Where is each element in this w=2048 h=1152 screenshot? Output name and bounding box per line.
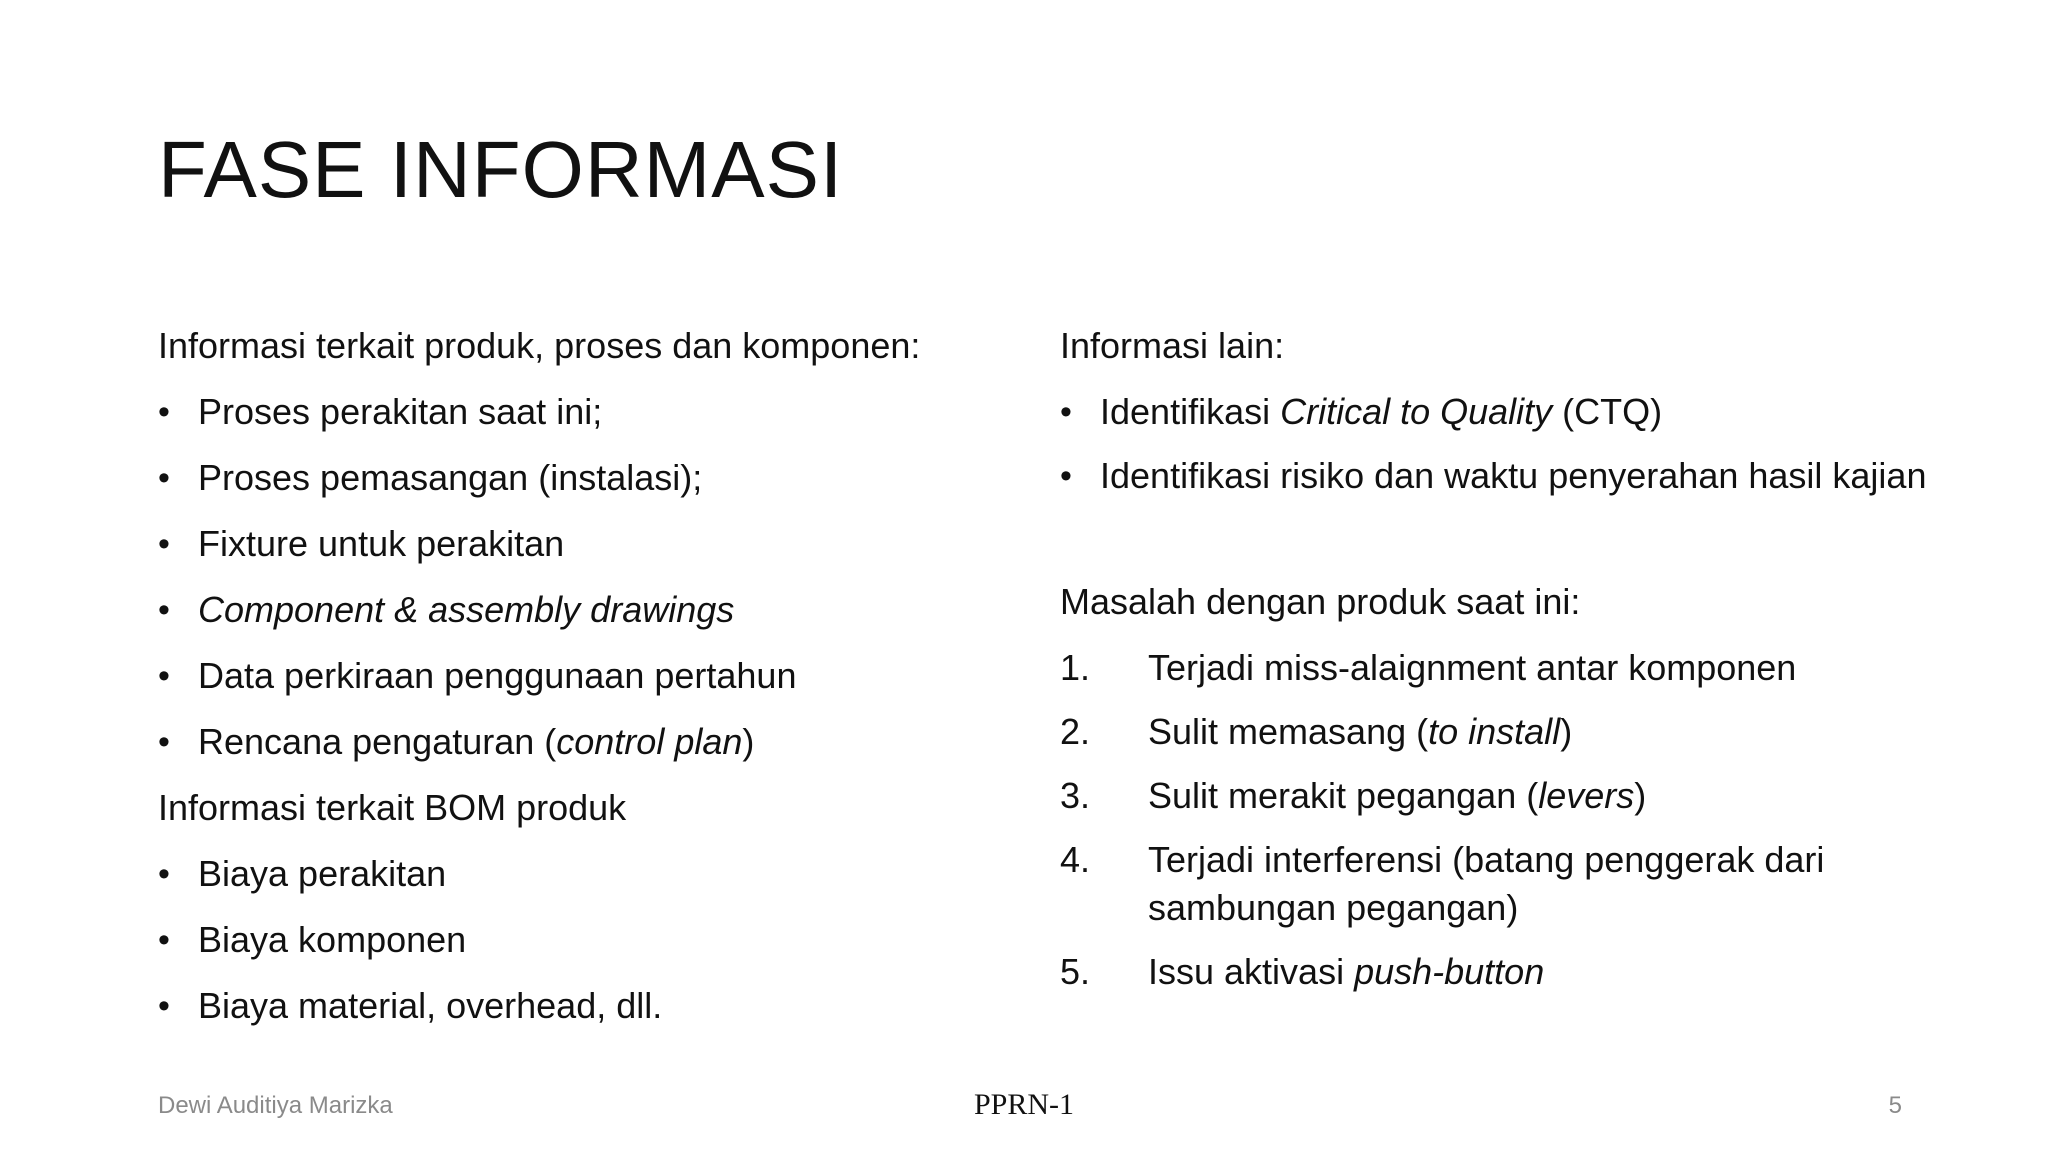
list-item: • Biaya material, overhead, dll. [158,982,1038,1030]
list-item: 4. Terjadi interferensi (batang penggerak dari sambungan pegangan) [1060,836,1868,932]
bullet-icon: • [158,987,170,1025]
bullet-icon: • [158,393,170,431]
bom-list [158,850,1038,1030]
list-item: • Data perkiraan penggunaan pertahun [158,652,1038,700]
list-item: 3. Sulit merakit pegangan (levers) [1060,772,1960,820]
list-item: • Rencana pengaturan (control plan) [158,718,1038,766]
right-heading-problems: Masalah dengan produk saat ini: [1060,581,1581,622]
bullet-icon: • [158,459,170,497]
list-item: • Proses perakitan saat ini; [158,388,1038,436]
problems-list [1060,644,1960,996]
left-heading-product-info: Informasi terkait produk, proses dan komponen: [158,325,921,366]
product-info-list [158,388,1038,766]
bullet-icon: • [158,855,170,893]
bullet-icon: • [158,657,170,695]
left-column [158,322,1038,1048]
bullet-icon: • [1060,457,1072,495]
list-item: 1. Terjadi miss-alaignment antar komponen [1060,644,1960,692]
bullet-icon: • [158,921,170,959]
list-number: 5. [1060,951,1091,992]
list-number: 1. [1060,647,1091,688]
list-item: • Component & assembly drawings [158,586,1038,634]
left-heading-bom: Informasi terkait BOM produk [158,787,627,828]
list-number: 4. [1060,839,1091,880]
other-info-list [1060,388,1960,500]
right-column [1060,322,1960,1012]
list-item: • Identifikasi risiko dan waktu penyerahan hasil kajian [1060,452,1960,500]
footer-author: Dewi Auditiya Marizka [158,1092,393,1119]
list-item: • Biaya perakitan [158,850,1038,898]
list-number: 3. [1060,775,1091,816]
right-heading-other-info: Informasi lain: [1060,325,1285,366]
list-number: 2. [1060,711,1091,752]
bullet-icon: • [1060,393,1072,431]
list-item: • Identifikasi Critical to Quality (CTQ) [1060,388,1960,436]
list-item: • Proses pemasangan (instalasi); [158,454,1038,502]
footer-course: PPRN-1 [973,1088,1075,1121]
bullet-icon: • [158,525,170,563]
list-item: 5. Issu aktivasi push-button [1060,948,1960,996]
list-item: • Biaya komponen [158,916,1038,964]
slide-title: FASE INFORMASI [158,125,844,214]
list-item: 2. Sulit memasang (to install) [1060,708,1960,756]
slide-number: 5 [1888,1092,1902,1119]
bullet-icon: • [158,591,170,629]
list-item: • Fixture untuk perakitan [158,520,1038,568]
bullet-icon: • [158,723,170,761]
